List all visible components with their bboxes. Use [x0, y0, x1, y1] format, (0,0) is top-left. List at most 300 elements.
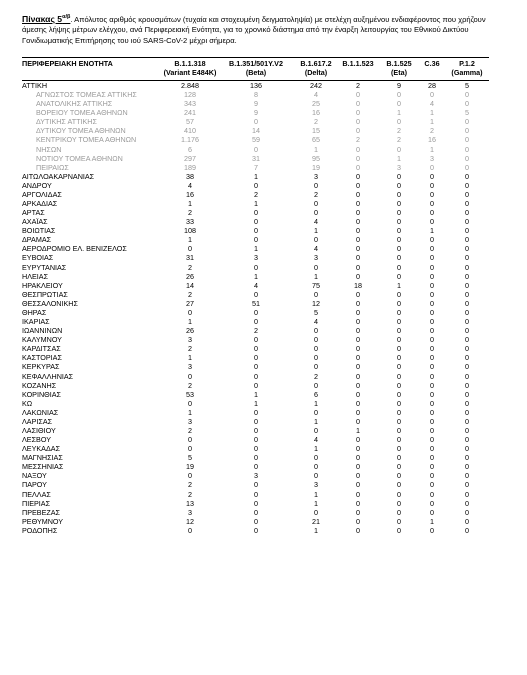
table-cell: 0: [465, 280, 469, 290]
region-name: ΑΤΤΙΚΗ: [22, 81, 48, 90]
table-cell: 1: [314, 498, 318, 508]
table-cell: 6: [188, 144, 192, 154]
table-cell: 3: [254, 253, 258, 263]
table-cell: 0: [254, 180, 258, 190]
table-row: [22, 226, 489, 235]
region-name: ΡΟΔΟΠΗΣ: [22, 525, 58, 535]
column-header-line1: B.1.525: [386, 59, 412, 68]
table-row: [22, 490, 489, 499]
table-cell: 0: [254, 453, 258, 463]
table-cell: 1: [314, 489, 318, 499]
table-cell: 2: [188, 289, 192, 299]
table-row: [22, 290, 489, 299]
table-cell: 0: [465, 480, 469, 490]
table-cell: 5: [314, 307, 318, 317]
table-cell: 0: [356, 307, 360, 317]
table-cell: 0: [356, 126, 360, 136]
table-cell: 2: [254, 189, 258, 199]
table-cell: 0: [465, 380, 469, 390]
column-header-3: [288, 59, 344, 77]
region-name: ΑΝΔΡΟΥ: [22, 180, 52, 190]
column-header-4: [338, 59, 378, 68]
table-cell: 0: [356, 444, 360, 454]
table-body: [22, 81, 489, 535]
table-top-rule: [22, 57, 489, 58]
table-cell: 12: [186, 516, 194, 526]
table-cell: 0: [356, 389, 360, 399]
region-name: ΚΩ: [22, 398, 33, 408]
table-cell: 0: [430, 507, 434, 517]
table-cell: 0: [430, 162, 434, 172]
region-name: ΜΕΣΣΗΝΙΑΣ: [22, 462, 64, 472]
table-cell: 1: [314, 398, 318, 408]
table-cell: 1: [254, 389, 258, 399]
table-row: [22, 444, 489, 453]
table-cell: 1: [254, 271, 258, 281]
table-cell: 0: [465, 235, 469, 245]
table-cell: 0: [465, 253, 469, 263]
table-row: [22, 326, 489, 335]
caption-text: . Απόλυτος αριθμός κρουσμάτων (τυχαία και στοχευμένη δειγματοληψία) με στελέχη αυξημένου ενδιαφέροντος που χρήζουν άμεσης λήψης μέτρων ελέγχου, ανά Περιφερειακή Ενότητα, για το χρονικό διάστημα από την έναρξη λειτουργίας του Εθνικού Δικτύου Γονιδιωματικής Επιτήρησης του ιού SARS-CoV-2 μέχρι σήμερα.: [22, 15, 486, 45]
table-cell: 0: [254, 317, 258, 327]
table-row: [22, 272, 489, 281]
table-cell: 12: [312, 298, 320, 308]
table-cell: 0: [397, 416, 401, 426]
table-cell: 1: [188, 317, 192, 327]
table-cell: 2: [188, 344, 192, 354]
table-cell: 1: [314, 271, 318, 281]
table-cell: 0: [356, 289, 360, 299]
table-cell: 1: [356, 425, 360, 435]
table-cell: 4: [314, 217, 318, 227]
region-name: ΔΥΤΙΚΗΣ ΑΤΤΙΚΗΣ: [36, 117, 97, 127]
table-cell: 0: [254, 307, 258, 317]
region-name: ΚΟΡΙΝΘΙΑΣ: [22, 389, 61, 399]
table-cell: 0: [397, 226, 401, 236]
table-cell: 2: [314, 371, 318, 381]
table-cell: 0: [397, 317, 401, 327]
table-cell: 0: [314, 262, 318, 272]
table-row: [22, 208, 489, 217]
table-cell: 0: [254, 353, 258, 363]
table-cell: 0: [430, 326, 434, 336]
table-cell: 19: [186, 462, 194, 472]
region-name: ΝΗΣΩΝ: [36, 144, 62, 154]
table-cell: 0: [356, 189, 360, 199]
region-name: ΑΙΤΩΛΟΑΚΑΡΝΑΝΙΑΣ: [22, 171, 95, 181]
table-row: [22, 453, 489, 462]
region-name: ΕΥΡΥΤΑΝΙΑΣ: [22, 262, 67, 272]
region-name: ΘΕΣΣΑΛΟΝΙΚΗΣ: [22, 298, 78, 308]
table-cell: 2: [188, 480, 192, 490]
table-cell: 1: [314, 525, 318, 535]
table-cell: 4: [430, 99, 434, 109]
table-cell: 0: [465, 489, 469, 499]
table-cell: 0: [465, 416, 469, 426]
table-cell: 0: [356, 99, 360, 109]
table-row: [22, 263, 489, 272]
table-cell: 1: [188, 235, 192, 245]
table-row: [22, 335, 489, 344]
table-cell: 1: [430, 117, 434, 127]
table-cell: 0: [397, 471, 401, 481]
table-cell: 0: [430, 298, 434, 308]
table-row: [22, 190, 489, 199]
table-cell: 0: [254, 335, 258, 345]
table-cell: 3: [314, 253, 318, 263]
table-row: [22, 281, 489, 290]
table-cell: 4: [188, 180, 192, 190]
region-name: ΔΥΤΙΚΟΥ ΤΟΜΕΑ ΑΘΗΝΩΝ: [36, 126, 126, 136]
table-cell: 3: [314, 480, 318, 490]
table-cell: 0: [254, 462, 258, 472]
table-cell: 2: [397, 126, 401, 136]
table-cell: 0: [465, 425, 469, 435]
table-row: [22, 435, 489, 444]
table-cell: 0: [356, 171, 360, 181]
region-name: ΚΑΡΔΙΤΣΑΣ: [22, 344, 61, 354]
table-cell: 0: [430, 380, 434, 390]
table-cell: 0: [356, 199, 360, 209]
table-cell: 18: [354, 280, 362, 290]
column-header-line1: B.1.617.2: [300, 59, 332, 68]
column-header-line1: B.1.1.318: [174, 59, 206, 68]
table-cell: 0: [465, 335, 469, 345]
region-name: ΙΚΑΡΙΑΣ: [22, 317, 50, 327]
table-cell: 0: [397, 389, 401, 399]
table-row: [22, 390, 489, 399]
table-cell: 0: [465, 317, 469, 327]
table-cell: 0: [314, 208, 318, 218]
table-cell: 0: [254, 262, 258, 272]
table-cell: 0: [397, 271, 401, 281]
table-row: [22, 253, 489, 262]
region-name: ΗΡΑΚΛΕΙΟΥ: [22, 280, 63, 290]
table-cell: 0: [356, 353, 360, 363]
table-cell: 0: [430, 525, 434, 535]
column-header-line2: (Gamma): [451, 68, 483, 77]
table-cell: 1: [254, 244, 258, 254]
table-cell: 0: [465, 453, 469, 463]
table-cell: 0: [465, 126, 469, 136]
region-name: ΔΡΑΜΑΣ: [22, 235, 52, 245]
table-cell: 0: [254, 525, 258, 535]
table-cell: 0: [188, 371, 192, 381]
table-cell: 136: [250, 81, 262, 90]
table-cell: 4: [314, 435, 318, 445]
table-cell: 1: [254, 199, 258, 209]
table-row: [22, 399, 489, 408]
table-cell: 3: [188, 416, 192, 426]
table-subrow: [22, 135, 489, 144]
table-cell: 0: [356, 317, 360, 327]
table-cell: 0: [397, 371, 401, 381]
table-cell: 16: [312, 108, 320, 118]
table-cell: 0: [430, 407, 434, 417]
table-cell: 0: [356, 435, 360, 445]
table-row: [22, 372, 489, 381]
table-row: [22, 217, 489, 226]
table-cell: 0: [465, 262, 469, 272]
table-row: [22, 299, 489, 308]
table-cell: 1: [314, 226, 318, 236]
table-cell: 25: [312, 99, 320, 109]
table-cell: 0: [356, 244, 360, 254]
table-cell: 28: [428, 81, 436, 90]
table-cell: 0: [356, 162, 360, 172]
table-cell: 108: [184, 226, 196, 236]
table-cell: 0: [397, 253, 401, 263]
region-name: ΘΕΣΠΡΩΤΙΑΣ: [22, 289, 68, 299]
table-cell: 1: [254, 398, 258, 408]
region-name: ΛΕΥΚΑΔΑΣ: [22, 444, 61, 454]
table-cell: 0: [356, 90, 360, 100]
column-header-region: ΠΕΡΙΦΕΡΕΙΑΚΗ ΕΝΟΤΗΤΑ: [22, 59, 113, 68]
column-header-line2: (Eta): [391, 68, 407, 77]
table-cell: 0: [188, 435, 192, 445]
table-cell: 0: [397, 244, 401, 254]
column-header-6: [417, 59, 447, 68]
table-cell: 14: [252, 126, 260, 136]
table-cell: 1: [430, 108, 434, 118]
table-cell: 0: [397, 507, 401, 517]
table-cell: 0: [356, 416, 360, 426]
table-cell: 0: [397, 180, 401, 190]
table-cell: 7: [254, 162, 258, 172]
table-cell: 0: [430, 425, 434, 435]
table-cell: 2: [314, 117, 318, 127]
table-cell: 0: [465, 144, 469, 154]
table-cell: 0: [356, 271, 360, 281]
table-cell: 57: [186, 117, 194, 127]
table-cell: 8: [254, 90, 258, 100]
table-cell: 0: [465, 525, 469, 535]
table-cell: 0: [254, 380, 258, 390]
table-row: [22, 408, 489, 417]
table-cell: 3: [188, 362, 192, 372]
region-name: ΛΑΡΙΣΑΣ: [22, 416, 53, 426]
column-header-5: [379, 59, 419, 77]
table-cell: 0: [430, 262, 434, 272]
table-cell: 0: [314, 462, 318, 472]
table-row: [22, 362, 489, 371]
table-cell: 0: [356, 507, 360, 517]
table-cell: 0: [356, 380, 360, 390]
table-cell: 0: [314, 180, 318, 190]
table-cell: 1: [314, 416, 318, 426]
table-cell: 0: [356, 226, 360, 236]
table-cell: 0: [397, 208, 401, 218]
table-cell: 1: [314, 444, 318, 454]
table-cell: 0: [430, 289, 434, 299]
table-cell: 0: [430, 199, 434, 209]
table-cell: 0: [397, 90, 401, 100]
table-cell: 0: [397, 344, 401, 354]
table-cell: 0: [465, 407, 469, 417]
region-name: ΑΝΑΤΟΛΙΚΗΣ ΑΤΤΙΚΗΣ: [36, 99, 113, 109]
table-cell: 128: [184, 90, 196, 100]
table-cell: 0: [188, 244, 192, 254]
table-cell: 4: [314, 244, 318, 254]
table-row: [22, 381, 489, 390]
region-name: ΚΑΛΥΜΝΟΥ: [22, 335, 62, 345]
table-cell: 0: [254, 425, 258, 435]
table-cell: 1: [430, 226, 434, 236]
table-cell: 14: [186, 280, 194, 290]
table-cell: 0: [397, 398, 401, 408]
table-row: [22, 308, 489, 317]
table-cell: 1: [188, 199, 192, 209]
table-cell: 2: [188, 208, 192, 218]
table-cell: 0: [465, 99, 469, 109]
table-cell: 75: [312, 280, 320, 290]
table-cell: 1: [397, 153, 401, 163]
table-cell: 0: [314, 362, 318, 372]
table-cell: 2: [356, 135, 360, 145]
table-cell: 4: [254, 280, 258, 290]
table-cell: 0: [397, 462, 401, 472]
region-name: ΛΑΚΩΝΙΑΣ: [22, 407, 59, 417]
table-row: [22, 499, 489, 508]
table-row: [22, 417, 489, 426]
table-row: [22, 181, 489, 190]
table-cell: 5: [465, 81, 469, 90]
table-cell: 0: [465, 471, 469, 481]
table-cell: 0: [356, 489, 360, 499]
table-cell: 0: [356, 335, 360, 345]
region-name: ΑΡΚΑΔΙΑΣ: [22, 199, 58, 209]
table-cell: 3: [430, 153, 434, 163]
table-cell: 0: [356, 371, 360, 381]
table-cell: 0: [397, 489, 401, 499]
table-row: [22, 244, 489, 253]
table-cell: 0: [430, 253, 434, 263]
table-cell: 2: [397, 135, 401, 145]
table-cell: 297: [184, 153, 196, 163]
table-cell: 5: [188, 453, 192, 463]
table-cell: 0: [356, 208, 360, 218]
table-cell: 0: [430, 235, 434, 245]
table-cell: 3: [397, 162, 401, 172]
table-cell: 0: [397, 435, 401, 445]
table-cell: 0: [465, 217, 469, 227]
table-cell: 15: [312, 126, 320, 136]
table-cell: 0: [430, 471, 434, 481]
table-cell: 0: [356, 453, 360, 463]
table-cell: 0: [430, 244, 434, 254]
table-row: [22, 480, 489, 489]
table-cell: 0: [465, 344, 469, 354]
table-cell: 0: [430, 90, 434, 100]
table-cell: 0: [465, 353, 469, 363]
table-cell: 16: [186, 189, 194, 199]
table-cell: 19: [312, 162, 320, 172]
column-header-line2: (Variant E484K): [163, 68, 217, 77]
table-subrow: [22, 126, 489, 135]
table-cell: 0: [254, 480, 258, 490]
table-cell: 0: [254, 362, 258, 372]
region-name: ΙΩΑΝΝΙΝΩΝ: [22, 326, 63, 336]
region-name: ΚΑΣΤΟΡΙΑΣ: [22, 353, 62, 363]
table-cell: 0: [356, 298, 360, 308]
table-cell: 9: [397, 81, 401, 90]
table-cell: 0: [397, 262, 401, 272]
table-cell: 0: [188, 471, 192, 481]
table-caption: [22, 14, 512, 46]
table-cell: 0: [356, 498, 360, 508]
table-cell: 1: [430, 144, 434, 154]
table-cell: 0: [430, 344, 434, 354]
table-cell: 0: [430, 189, 434, 199]
table-cell: 0: [254, 217, 258, 227]
region-name: ΝΟΤΙΟΥ ΤΟΜΕΑ ΑΘΗΝΩΝ: [36, 153, 123, 163]
table-cell: 0: [465, 444, 469, 454]
table-cell: 0: [397, 498, 401, 508]
table-row: [22, 471, 489, 480]
table-cell: 1.176: [181, 135, 199, 145]
table-cell: 1: [430, 516, 434, 526]
table-cell: 0: [356, 471, 360, 481]
table-cell: 0: [397, 335, 401, 345]
table-cell: 0: [397, 189, 401, 199]
table-cell: 0: [314, 344, 318, 354]
table-cell: 0: [397, 407, 401, 417]
region-name: ΑΕΡΟΔΡΟΜΙΟ ΕΛ. ΒΕΝΙΖΕΛΟΣ: [22, 244, 127, 254]
table-subrow: [22, 145, 489, 154]
region-name: ΠΕΙΡΑΙΩΣ: [36, 162, 69, 172]
table-row: [22, 462, 489, 471]
table-cell: 1: [397, 280, 401, 290]
table-cell: 3: [188, 335, 192, 345]
table-cell: 0: [356, 235, 360, 245]
table-cell: 0: [397, 171, 401, 181]
table-cell: 6: [314, 389, 318, 399]
table-cell: 0: [430, 335, 434, 345]
table-subrow: [22, 117, 489, 126]
table-cell: 0: [430, 462, 434, 472]
table-label: Πίνακας $5^{\alpha/\beta}$: [22, 14, 71, 24]
table-cell: 0: [465, 226, 469, 236]
table-row: [22, 81, 489, 90]
table-cell: 0: [356, 462, 360, 472]
table-cell: 0: [356, 153, 360, 163]
table-cell: 0: [465, 507, 469, 517]
table-cell: 0: [356, 108, 360, 118]
table-cell: 0: [254, 498, 258, 508]
table-cell: 33: [186, 217, 194, 227]
table-cell: 31: [186, 253, 194, 263]
table-cell: 0: [430, 317, 434, 327]
table-row: [22, 235, 489, 244]
column-header-7: [447, 59, 487, 77]
table-cell: 0: [430, 398, 434, 408]
table-cell: 0: [397, 453, 401, 463]
table-row: [22, 353, 489, 362]
table-cell: 2: [356, 81, 360, 90]
table-cell: 0: [465, 171, 469, 181]
table-cell: 410: [184, 126, 196, 136]
table-cell: 0: [465, 462, 469, 472]
table-cell: 53: [186, 389, 194, 399]
table-cell: 0: [356, 217, 360, 227]
table-cell: 0: [465, 90, 469, 100]
table-cell: 1: [188, 407, 192, 417]
table-cell: 0: [465, 289, 469, 299]
table-cell: 0: [356, 344, 360, 354]
table-cell: 2: [188, 425, 192, 435]
table-cell: 189: [184, 162, 196, 172]
table-row: [22, 344, 489, 353]
